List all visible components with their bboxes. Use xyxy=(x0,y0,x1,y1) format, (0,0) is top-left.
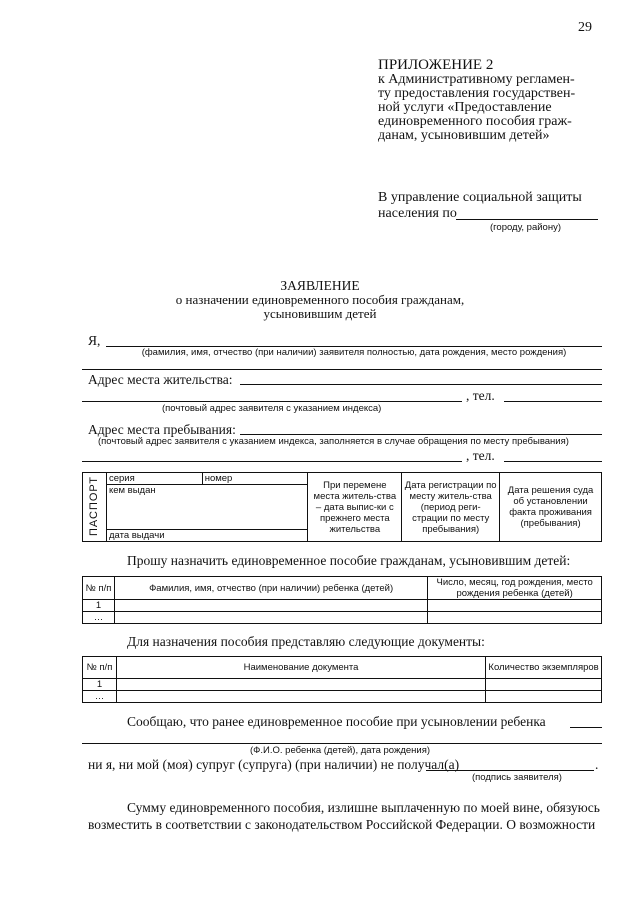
addressee-hint: (городу, району) xyxy=(490,222,561,233)
closing-line2: возместить в соответствии с законодательством Российской Федерации. О возможности xyxy=(88,817,596,832)
residence-tel-field[interactable] xyxy=(504,401,602,402)
appendix-line: к Административному регламен- xyxy=(378,72,575,87)
documents-header-count: Количество экземпляров xyxy=(486,657,602,679)
documents-row-name[interactable] xyxy=(116,679,485,691)
documents-row-count[interactable] xyxy=(486,679,602,691)
residence-hint: (почтовый адрес заявителя с указанием индекса) xyxy=(162,403,382,414)
children-table xyxy=(82,576,602,624)
page-number: 29 xyxy=(578,20,592,35)
appendix-line: ту предоставления государствен- xyxy=(378,86,576,101)
addressee-line2: населения по xyxy=(378,206,457,221)
table-row xyxy=(83,691,602,703)
documents-row-count[interactable] xyxy=(486,691,602,703)
request-text: Прошу назначить единовременное пособие гражданам, усыновившим детей: xyxy=(127,553,571,568)
addressee-blank[interactable] xyxy=(456,219,598,220)
residence-label: Адрес места жительства: xyxy=(88,372,233,387)
registration-date-cell[interactable]: Дата регистрации по месту житель-ства (период реги-страции по месту пребывания) xyxy=(402,473,500,542)
signature-hint: (подпись заявителя) xyxy=(472,772,562,783)
inform-line2: ни я, ни мой (моя) супруг (супруга) (при наличии) не получал(а) xyxy=(88,757,460,772)
stay-label: Адрес места пребывания: xyxy=(88,422,236,437)
children-row-birth[interactable] xyxy=(428,612,602,624)
applicant-label: Я, xyxy=(88,333,101,348)
court-decision-cell[interactable]: Дата решения суда об установлении факта проживания (пребывания) xyxy=(500,473,602,542)
stay-tel-label: , тел. xyxy=(466,448,495,463)
children-row-name[interactable] xyxy=(114,600,427,612)
addressee-line1: В управление социальной защиты xyxy=(378,190,582,205)
stay-tel-field[interactable] xyxy=(504,461,602,462)
statement-title: ЗАЯВЛЕНИЕ xyxy=(280,278,360,293)
issued-by-cell[interactable]: кем выдан xyxy=(106,485,307,530)
stay-field-line2[interactable] xyxy=(82,461,462,462)
children-row-name[interactable] xyxy=(114,612,427,624)
inform-child-field-line2[interactable] xyxy=(82,743,602,744)
documents-row-name[interactable] xyxy=(116,691,485,703)
residence-field-line2[interactable] xyxy=(82,401,462,402)
table-row xyxy=(83,612,602,624)
children-header-name: Фамилия, имя, отчество (при наличии) ребенка (детей) xyxy=(114,577,427,600)
documents-table xyxy=(82,656,602,703)
inform-line1: Сообщаю, что ранее единовременное пособие при усыновлении ребенка xyxy=(127,714,546,729)
documents-row-num: … xyxy=(83,691,117,703)
move-date-cell[interactable]: При перемене места житель-ства – дата выпис-ки с прежнего места жительства xyxy=(308,473,402,542)
children-row-num: 1 xyxy=(83,600,115,612)
documents-header-num: № п/п xyxy=(83,657,117,679)
passport-table xyxy=(82,472,602,542)
residence-field[interactable] xyxy=(240,384,602,385)
table-row xyxy=(83,679,602,691)
statement-subtitle1: о назначении единовременного пособия гражданам, xyxy=(175,292,465,307)
documents-header-name: Наименование документа xyxy=(116,657,485,679)
applicant-hint: (фамилия, имя, отчество (при наличии) заявителя полностью, дата рождения, место рождения) xyxy=(141,347,567,358)
passport-vertical-label: ПАСПОРТ xyxy=(87,475,100,536)
signature-period: . xyxy=(595,757,599,772)
children-header-birth: Число, месяц, год рождения, место рождения ребенка (детей) xyxy=(428,577,602,600)
nomer-cell[interactable]: номер xyxy=(202,473,308,485)
closing-line1: Сумму единовременного пособия, излишне выплаченную по моей вине, обязуюсь xyxy=(127,800,600,815)
stay-field[interactable] xyxy=(240,434,602,435)
table-row xyxy=(83,600,602,612)
appendix-line: единовременного пособия граж- xyxy=(378,114,572,129)
children-header-num: № п/п xyxy=(83,577,115,600)
appendix-line: ной услуги «Предоставление xyxy=(378,100,552,115)
passport-label-cell xyxy=(83,473,107,542)
appendix-lines xyxy=(378,73,600,143)
statement-subtitle2: усыновившим детей xyxy=(263,306,377,321)
children-row-birth[interactable] xyxy=(428,600,602,612)
inform-child-field[interactable] xyxy=(570,727,602,728)
seria-cell[interactable]: серия xyxy=(106,473,202,485)
documents-row-num: 1 xyxy=(83,679,117,691)
inform-child-hint: (Ф.И.О. ребенка (детей), дата рождения) xyxy=(250,745,431,756)
residence-tel-label: , тел. xyxy=(466,388,495,403)
appendix-title: ПРИЛОЖЕНИЕ 2 xyxy=(378,57,494,73)
applicant-field-line2[interactable] xyxy=(82,369,602,370)
children-row-num: … xyxy=(83,612,115,624)
issue-date-cell[interactable]: дата выдачи xyxy=(106,530,307,542)
signature-field[interactable] xyxy=(426,770,594,771)
documents-intro: Для назначения пособия представляю следующие документы: xyxy=(127,634,485,649)
appendix-line: данам, усыновившим детей» xyxy=(378,128,550,143)
stay-hint: (почтовый адрес заявителя с указанием индекса, заполняется в случае обращения по месту пребывания) xyxy=(98,436,569,447)
